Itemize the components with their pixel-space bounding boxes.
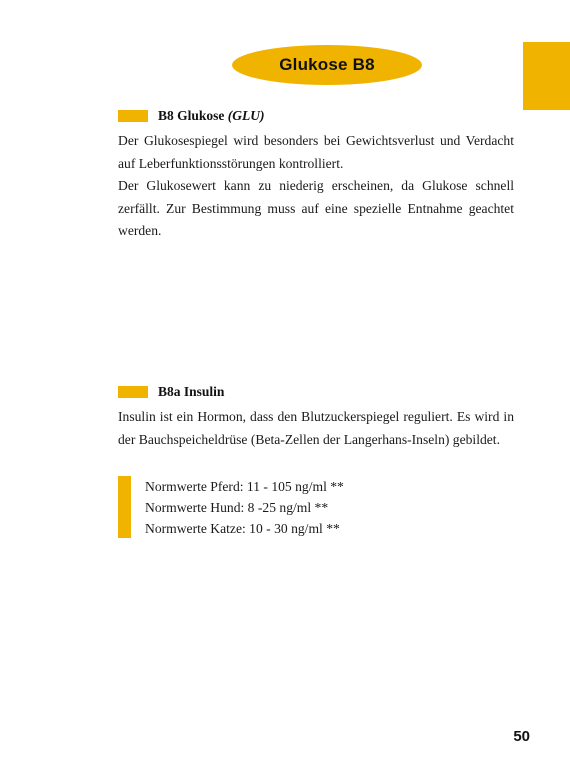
page-number: 50	[513, 728, 530, 745]
section-title-main: B8 Glukose	[158, 108, 228, 123]
paragraph: Insulin ist ein Hormon, dass den Blutzuckerspiegel reguliert. Es wird in der Bauchspeicheldrüse (Beta-Zellen der Langerhans-Inseln) gebildet.	[118, 409, 514, 447]
reference-values-list	[145, 476, 344, 538]
section-insulin	[118, 382, 514, 451]
section-marker	[118, 386, 148, 398]
paragraph: Der Glukosespiegel wird besonders bei Gewichtsverlust und Verdacht auf Leberfunktionsstörungen kontrolliert.	[118, 133, 514, 171]
page-title: Glukose B8	[232, 45, 422, 85]
section-glucose	[118, 106, 514, 243]
reference-value-dog: Normwerte Hund: 8 -25 ng/ml **	[145, 500, 329, 515]
chapter-tab-marker	[523, 42, 570, 110]
reference-values-bar	[118, 476, 131, 538]
section-marker	[118, 110, 148, 122]
paragraph: Der Glukosewert kann zu niederig erscheinen, da Glukose schnell zerfällt. Zur Bestimmung muss auf eine spezielle Entnahme geachtet werden.	[118, 178, 514, 238]
section-header	[118, 106, 514, 126]
section-header	[118, 382, 514, 402]
section-title	[158, 108, 265, 124]
section-title: B8a Insulin	[158, 384, 225, 399]
reference-values-block	[118, 476, 344, 538]
section-title-abbr: (GLU)	[227, 108, 265, 123]
reference-value-horse: Normwerte Pferd: 11 - 105 ng/ml **	[145, 479, 344, 494]
reference-value-cat: Normwerte Katze: 10 - 30 ng/ml **	[145, 521, 340, 536]
